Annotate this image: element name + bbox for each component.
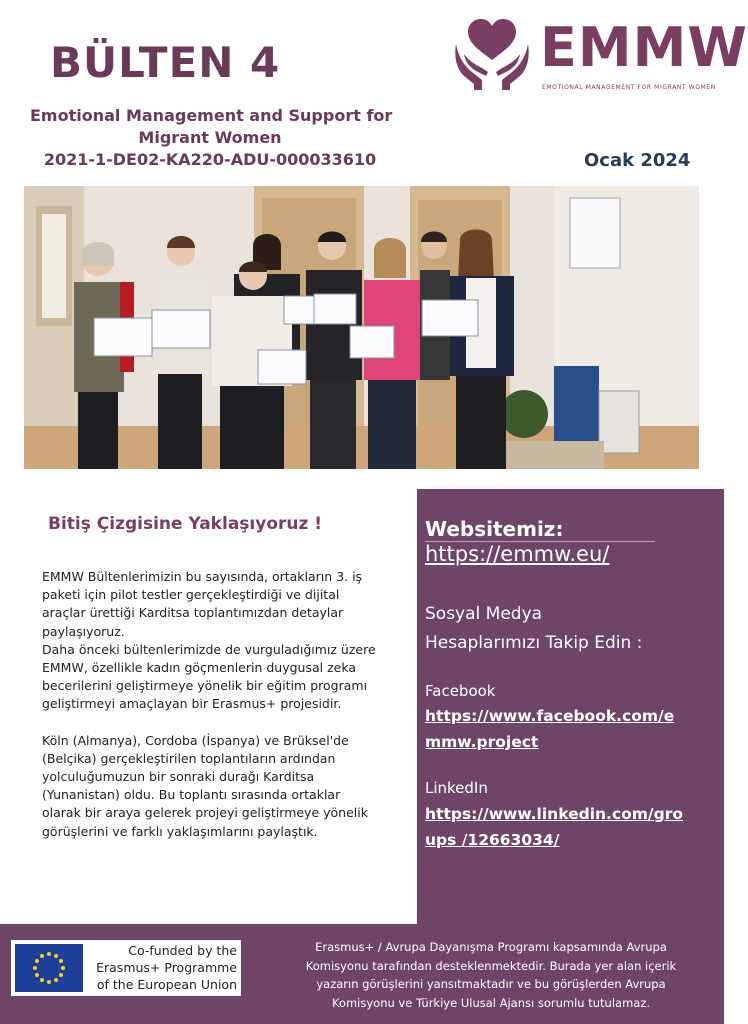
eu-cofunded-badge [11,940,241,996]
linkedin-label: LinkedIn [425,779,488,797]
group-photo [24,186,699,469]
linkedin-link[interactable] [425,801,683,853]
website-label: Websitemiz: [425,517,564,541]
emmw-logo [452,14,748,98]
subtitle-line: Migrant Women [138,128,282,147]
linkedin-link-line[interactable]: ups /12663034/ [425,831,560,849]
footer [0,924,724,1024]
eu-text-line: Co-funded by the [128,943,237,958]
heart-hands-icon [452,14,532,94]
website-link[interactable]: https://emmw.eu/ [425,542,610,566]
project-code: 2021-1-DE02-KA220-ADU-000033610 [43,150,377,169]
eu-flag-icon [15,944,83,992]
text-line: paylaşıyoruz. [42,623,125,639]
article-paragraph-1 [42,568,382,714]
text-line: becerilerini geliştirmeye yönelik bir eğitim programı [42,678,368,694]
facebook-link-line[interactable]: https://www.facebook.com/e [425,707,675,725]
article-body [42,568,382,859]
eu-text-line: of the European Union [96,977,237,992]
social-heading [425,600,642,658]
social-heading-line: Hesaplarımızı Takip Edin : [425,633,643,653]
facebook-link-line[interactable]: mmw.project [425,733,539,751]
logo-tagline: EMOTIONAL MANAGEMENT FOR MIGRANT WOMEN [542,84,716,91]
funding-disclaimer [268,938,714,1012]
project-subtitle [30,105,393,171]
text-line: geliştirmeyi amaçlayan bir Erasmus+ projesidir. [42,696,342,712]
text-line: paketi için pilot testler gerçekleştirdiği ve dijital [42,587,340,603]
text-line: Daha önceki bültenlerimizde de vurguladığımız üzere [42,641,376,657]
contact-panel [417,489,724,924]
article-paragraph-2 [42,732,382,841]
text-line: yolculuğumuzun bir sonraki durağı Karditsa [42,769,315,785]
facebook-label: Facebook [425,682,496,700]
social-heading-line: Sosyal Medya [425,604,543,624]
eu-text-line: Erasmus+ Programme [96,960,237,975]
newsletter-title: BÜLTEN 4 [50,38,281,87]
issue-date: Ocak 2024 [584,150,691,171]
eu-cofunded-text [89,942,237,993]
subtitle-line: Emotional Management and Support for [30,106,393,125]
text-line: olarak bir araya gelerek projeyi geliştirmeye yönelik [42,805,368,821]
article-heading: Bitiş Çizgisine Yaklaşıyoruz ! [48,514,323,534]
text-line: EMMW, özellikle kadın göçmenlerin duygusal zeka [42,660,357,676]
disclaimer-line: Komisyonu tarafından desteklenmektedir. Burada yer alan içerik [305,958,677,973]
text-line: görüşlerini ve farklı yaklaşımlarını paylaştık. [42,823,318,839]
text-line: (Yunanistan) oldu. Bu toplantı sırasında ortaklar [42,787,341,803]
text-line: araçlar ürettiği Karditsa toplantımızdan detaylar [42,605,344,621]
linkedin-link-line[interactable]: https://www.linkedin.com/gro [425,805,683,823]
disclaimer-line: Erasmus+ / Avrupa Dayanışma Programı kapsamında Avrupa [315,940,667,954]
disclaimer-line: Komisyonu ve Türkiye Ulusal Ajansı sorumlu tutulamaz. [331,995,651,1010]
text-line: EMMW Bültenlerimizin bu sayısında, ortakların 3. iş [42,569,363,584]
logo-wordmark: EMMW [540,16,748,79]
disclaimer-line: yazarın görüşlerini yansıtmaktadır ve bu görüşlerden Avrupa [316,977,666,991]
text-line: (Belçika) gerçekleştirilen toplantıların ardından [42,750,336,766]
text-line: Köln (Almanya), Cordoba (İspanya) ve Brüksel'de [42,732,349,748]
facebook-link[interactable] [425,703,674,755]
